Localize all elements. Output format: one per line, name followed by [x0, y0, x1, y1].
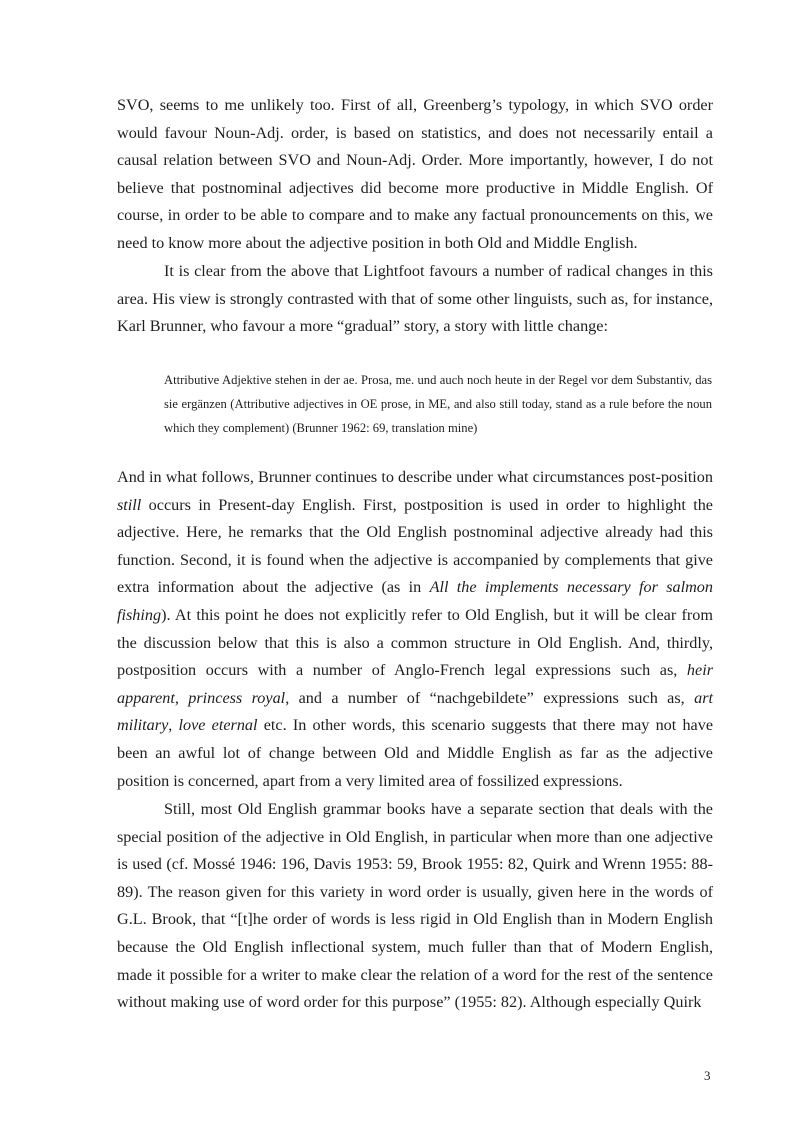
- text-run: ,: [168, 716, 179, 735]
- italic-text: heir apparent: [117, 661, 713, 707]
- italic-text: still: [117, 495, 142, 514]
- text-run: And in what follows, Brunner continues to describe under what circumstances post-position: [117, 468, 713, 486]
- text-run: SVO, seems to me unlikely too. First of all, Greenberg’s typology, in which SVO order would favour Noun-Adj. order, is based on statistics, and does not necessarily entail a causal relation between SVO and Noun-Adj. Order. More importantly, however, I do not believe that postnominal adjectives did become more productive in Middle English. Of course, in order to be able to compare and to make any factual pronouncements on this, we need to know more about the adjective position in both Old and Middle English.: [117, 96, 713, 252]
- text-run: etc. In other words, this scenario suggests that there may not have been an awful lot of change between Old and Middle English as far as the adjective position is concerned, apart from a very limited area of fossilized expressions.: [117, 716, 714, 790]
- text-run: ,: [174, 688, 189, 707]
- italic-text: love eternal: [178, 716, 258, 735]
- text-run: ). At this point he does not explicitly refer to Old English, but it will be clear from the discussion below that this is also a common structure in Old English. And, thirdly, postposition occurs with a number of Anglo-French legal expressions such as,: [117, 605, 713, 680]
- text-run: , and a number of “nachgebildete” expressions such as,: [285, 688, 695, 707]
- text-run: Attributive Adjektive stehen in der ae. Prosa, me. und auch noch heute in der Regel vor dem Substantiv, das sie ergänzen (Attributive adjectives in OE prose, in ME, and also still today, stand as a rule before the noun which they complement) (Brunner 1962: 69, translation mine): [164, 373, 712, 436]
- text-run: It is clear from the above that Lightfoot favours a number of radical changes in this area. His view is strongly contrasted with that of some other linguists, such as, for instance, Karl Brunner, who favour a more “gradual” story, a story with little change:: [117, 262, 713, 336]
- italic-text: princess royal: [188, 688, 286, 707]
- paragraph-2: [117, 258, 713, 341]
- paragraph-1: [117, 92, 713, 258]
- italic-text: art military: [117, 688, 713, 735]
- page-number: 3: [704, 1068, 711, 1083]
- paragraph-4: [117, 796, 713, 1017]
- text-run: Still, most Old English grammar books have a separate section that deals with the special position of the adjective in Old English, in particular when more than one adjective is used (cf. Mossé 1946: 196, Davis 1953: 59, Brook 1955: 82, Quirk and Wrenn 1955: 88-89). The reason given for this variety in word order is usually, given here in the words of G.L. Brook, that “[t]he order of words is less rigid in Old English than in Modern English because the Old English inflectional system, much fuller than that of Modern English, made it possible for a writer to make clear the relation of a word for the rest of the sentence without making use of word order for this purpose” (1955: 82). Although especially Quirk: [117, 800, 713, 1012]
- paragraph-3: [117, 464, 713, 795]
- text-run: occurs in Present-day English. First, postposition is used in order to highlight the adjective. Here, he remarks that the Old English postnominal adjective already had this function. Second, it is found when the adjective is accompanied by complements that give extra information about the adjective (as in: [117, 495, 713, 597]
- italic-text: All the implements necessary for salmon fishing: [117, 578, 713, 624]
- block-quote: [164, 368, 712, 441]
